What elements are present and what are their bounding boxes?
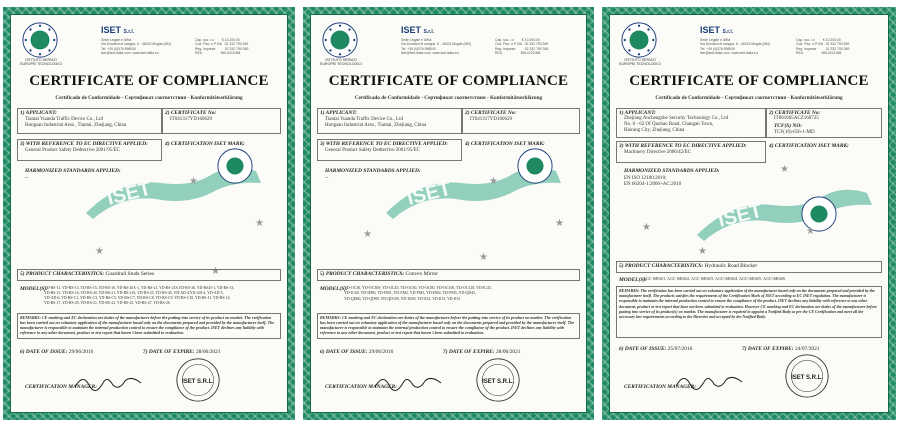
svg-text:ISET S.R.L.: ISET S.R.L. xyxy=(482,378,514,385)
models-value: YD-RS-11, YD-RS-13, YD-RS-15, YD-RS-16, YD-RS-20A-1, YD-RS-21, YD-RS-21S,YD-RS-26, YD-RS45-1, YD-RS-13, YD-RS-15, YD-RS-16, YD-RS-20, YD-RS-21, YD-RS-21S, YD-RS-25, YD-RS-45, YD-AD-4,YD-AD-4, YD-AD-5, YD-AD-6, YD-RS-C1, YD-RS-C3, YD-RS-C5, YD-RS-C7, YD-RS-C8, YD-RS-C9, YD-RS-C10, YD-RS-11, YD-RS-14, YD-RS-17, YD-RS-20, YD-RS-21, YD-RS-22, YD-RS-25, YD-RS-27, YD-RS-26 xyxy=(44,286,235,305)
star-icon: ★ xyxy=(479,252,488,263)
directive-label: 3) WITH REFERENCE TO EC DIRECTIVE APPLIED: xyxy=(619,143,747,149)
star-icon: ★ xyxy=(806,226,815,237)
tcf-label: TCF(S) NO: xyxy=(774,123,803,129)
certificate-no-value: IT061605ACZ160725 xyxy=(774,116,819,121)
svg-text:ISET: ISET xyxy=(104,177,154,210)
logo-caption: ISTITUTO SERVIZI EUROPEI TECNOLOGICI xyxy=(20,58,62,66)
remarks-text: REMARKS: The verification has been carried out on voluntary application of the manufacturer based only on the documents prepared and provided by the manufacturer itself. The products satisfies the requirements of the Certification Mark of ISET according to EC ISET regulation. The manufacturer is responsible to maintain the internal production control to ensure the compliance of the product. ISET declines any liability with reference to any other document, product or test report that have not been submitted to evaluation. However CE marking and EC declaration are duties of the manufacturer before putting into service of its product(s) on market. The manufacturer is required to appoint a Notified Body as per the CE Certification and meet all the necessary law requirements according to the Directive and accepted by the Notified Body. xyxy=(619,288,877,320)
applicant-label: 1) APPLICANT: xyxy=(619,110,656,116)
mark-label: 4) CERTIFICATION ISET MARK: xyxy=(465,141,545,147)
standards-value: -- xyxy=(325,176,329,181)
models-value: YD-OC30, YD-OC30S, YD-OC45, YD-OC60, YD-OC80, YD-OC100, YD-OC120, YD-IC45, YD-IC60, YD-ID80, YD-FM1, YD-FM2, YD-FM3, YD-FM4, YD-FM5, YD-QD45, YD-QD60, YD-QD80, YD-QD100, YD-ID40, YD-IO2, YD-IO3, YD-IO4 xyxy=(344,286,492,301)
star-icon: ★ xyxy=(489,176,498,187)
iset-stamp-icon xyxy=(784,353,830,399)
star-icon: ★ xyxy=(211,266,220,277)
certificate-no-value: IT041317YD160629 xyxy=(170,117,212,122)
product-label: 5) PRODUCT CHARACTERISTICS: Guardrail Studs Series xyxy=(20,271,155,277)
certificate-subtitle: Certificado de Conformidade - Сертификат соответствия - Konformitätserklärung xyxy=(354,95,543,101)
company-name: ISET S.r.l. xyxy=(700,25,734,35)
iset-mark-icon xyxy=(516,147,546,177)
certificate-2 xyxy=(303,7,594,420)
svg-text:ISET S.R.L.: ISET S.R.L. xyxy=(791,374,823,381)
directive-value: General Product Safety Dedtective 2001/95/EC xyxy=(25,148,120,153)
signature-icon xyxy=(674,370,744,392)
iset-stamp-icon xyxy=(475,357,521,403)
applicant-label: 1) APPLICANT: xyxy=(320,110,357,116)
mark-label: 4) CERTIFICATION ISET MARK: xyxy=(769,143,849,149)
certificate-page xyxy=(609,14,889,413)
company-name: ISET S.r.l. xyxy=(101,25,135,35)
remarks-text: REMARKS: CE marking and EC declaration are duties of the manufacturer before the putting into service of its product on market. The verification has been carried out on voluntary application of the manufacturer based only on the documents prepared and provided by the manufacturer itself. The manufacturer is responsible to maintain the internal production control to ensure the compliance of the product. ISET declines any liability with reference to any other document, product or test report that haven't been submitted to evaluation. xyxy=(320,315,575,335)
company-address: Sede Legale e Uffici Via Donatori di sangue, 6 - 46024 Moglia (MN) Tel. +39 (0)376 598000 lser@iset-italia.com www.iset-italia.eu xyxy=(101,38,171,56)
applicant-label: 1) APPLICANT: xyxy=(20,110,57,116)
svg-text:ISET S.R.L.: ISET S.R.L. xyxy=(182,378,214,385)
date-issue: 6) DATE OF ISSUE: 29/06/2016 xyxy=(320,349,394,355)
standards-label: HARMONIZED STANDARDS APPLIED: xyxy=(25,168,121,174)
standards-value: -- xyxy=(25,176,29,181)
certificate-no-label: 2) CERTIFICATE No: xyxy=(769,110,821,116)
models-label: MODEL(S): xyxy=(320,286,348,292)
certificate-page xyxy=(310,14,587,413)
remarks-text: REMARKS: CE marking and EC declaration are duties of the manufacturer before the putting into service of its product on market. The verification has been carried out on voluntary application of the manufacturer based only on the documents prepared and provided by the manufacturer itself. The manufacturer is responsible to maintain the internal production control to ensure the compliance of the product. ISET declines any liability with reference to any other document, product or test report that haven't been submitted to evaluation. xyxy=(20,315,275,335)
tcf-value: TCF(16)-656-1-MD xyxy=(774,130,815,135)
certificate-subtitle: Certificado de Conformidade - Сертификат соответствия - Konformitätserklärung xyxy=(655,95,843,101)
standards-value: EN ISO 12100:2010; EN 60204-1:2006+AC:2010 xyxy=(624,176,682,187)
certificate-no-value: IT041317YD160629 xyxy=(470,117,512,122)
certificate-header xyxy=(319,21,580,65)
iset-logo-icon xyxy=(620,21,658,59)
iset-watermark-icon xyxy=(692,175,889,245)
directive-value: Machinery Directive 2006/42/EC xyxy=(624,150,691,155)
manager-label: CERTIFICATION MANAGER: xyxy=(624,384,697,390)
company-registration: Cap. soc. i.v. € 10.200,00 Cod. Fisc. e P.IVA 02 332 790 369 Reg. Imprese 02 332 790 369 REA MN-0221068 xyxy=(495,38,549,56)
iset-mark-icon xyxy=(216,147,246,177)
certificate-title: CERTIFICATE OF COMPLIANCE xyxy=(29,73,269,89)
svg-text:ISET: ISET xyxy=(715,199,765,232)
star-icon: ★ xyxy=(95,246,104,257)
signature-icon xyxy=(373,371,443,393)
iset-stamp-icon xyxy=(175,357,221,403)
manager-label: CERTIFICATION MANAGER: xyxy=(25,384,98,390)
certificate-subtitle: Certificado de Conformidade - Сертификат соответствия - Konformitätserklärung xyxy=(55,95,243,101)
star-icon: ★ xyxy=(698,246,707,257)
star-icon: ★ xyxy=(555,218,564,229)
certificate-header xyxy=(19,21,281,65)
manager-label: CERTIFICATION MANAGER: xyxy=(325,384,398,390)
certificate-no-label: 2) CERTIFICATE No: xyxy=(165,110,217,116)
star-icon: ★ xyxy=(642,222,651,233)
iset-logo-icon xyxy=(21,21,59,59)
directive-label: 3) WITH REFERENCE TO EC DIRECTIVE APPLIED: xyxy=(20,141,148,147)
certificate-page xyxy=(10,14,288,413)
star-icon: ★ xyxy=(189,176,198,187)
certificate-title: CERTIFICATE OF COMPLIANCE xyxy=(629,73,869,89)
directive-value: General Product Safety Dedtective 2001/95/EC xyxy=(325,148,420,153)
applicant-value: Zhejiang Anchengzhe Security Technology Co., Ltd No. 6 - 62 Of Quzhao Road, Changan Town, Haining City, Zhejiang, China xyxy=(624,116,729,133)
standards-label: HARMONIZED STANDARDS APPLIED: xyxy=(624,168,720,174)
company-name: ISET S.r.l. xyxy=(401,25,435,35)
company-address: Sede Legale e Uffici Via Donatori di sangue, 6 - 46024 Moglia (MN) Tel. +39 (0)376 598000 lser@iset-italia.com www.iset-italia.eu xyxy=(401,38,471,56)
models-label: MODEL(S): xyxy=(619,277,647,283)
logo-caption: ISTITUTO SERVIZI EUROPEI TECNOLOGICI xyxy=(619,58,661,66)
standards-label: HARMONIZED STANDARDS APPLIED: xyxy=(325,168,421,174)
date-issue: 6) DATE OF ISSUE: 29/06/2016 xyxy=(20,349,94,355)
date-issue: 6) DATE OF ISSUE: 25/07/2016 xyxy=(619,346,693,352)
date-expire: 7) DATE OF EXPIRE: 28/06/2021 xyxy=(143,349,221,355)
models-value: ACZ-16BA01, ACZ-16BA02, ACZ-16BA03, ACZ-16BA04, ACZ-16BA05, ACZ-16BA06 xyxy=(643,277,786,281)
iset-logo-icon xyxy=(321,21,359,59)
product-label: 5) PRODUCT CHARACTERISTICS: Convex Mirror xyxy=(320,271,439,277)
directive-label: 3) WITH REFERENCE TO EC DIRECTIVE APPLIED: xyxy=(320,141,448,147)
company-registration: Cap. soc. i.v. € 10.200,00 Cod. Fisc. e P.IVA 02 332 790 369 Reg. Imprese 02 332 790 369 REA MN-0221068 xyxy=(796,38,850,56)
star-icon: ★ xyxy=(363,229,372,240)
logo-caption: ISTITUTO SERVIZI EUROPEI TECNOLOGICI xyxy=(320,58,362,66)
models-label: MODEL(S): xyxy=(20,286,48,292)
certificate-no-label: 2) CERTIFICATE No: xyxy=(465,110,517,116)
applicant-value: Tiantai Yuanda Traffic Device Co., Ltd Hongsan Industrial Area , Tiantai, Zhejiang, China xyxy=(325,117,427,128)
signature-icon xyxy=(73,371,143,393)
certificate-header xyxy=(618,21,882,65)
iset-mark-icon xyxy=(800,195,830,225)
svg-text:ISET: ISET xyxy=(404,177,454,210)
star-icon: ★ xyxy=(780,164,789,175)
certificate-title: CERTIFICATE OF COMPLIANCE xyxy=(328,73,569,89)
date-expire: 7) DATE OF EXPIRE: 28/06/2021 xyxy=(443,349,521,355)
star-icon: ★ xyxy=(255,218,264,229)
applicant-value: Tiantai Yuanda Traffic Device Co., Ltd Hongsan Industrial Area , Tiantai, Zhejiang, China xyxy=(25,117,127,128)
certificate-1 xyxy=(3,7,295,420)
company-registration: Cap. soc. i.v. € 10.200,00 Cod. Fisc. e P.IVA 02 332 790 369 Reg. Imprese 02 332 790 369 REA MN-0221068 xyxy=(195,38,249,56)
certificate-3 xyxy=(602,7,896,420)
date-expire: 7) DATE OF EXPIRE: 24/07/2021 xyxy=(742,346,820,352)
product-label: 5) PRODUCT CHARACTERISTICS: Hydraulic Road Blocker xyxy=(619,263,758,269)
company-address: Sede Legale e Uffici Via Donatori di sangue, 6 - 46024 Moglia (MN) Tel. +39 (0)376 598000 lser@iset-italia.com www.iset-italia.eu xyxy=(700,38,770,56)
mark-label: 4) CERTIFICATION ISET MARK: xyxy=(165,141,245,147)
